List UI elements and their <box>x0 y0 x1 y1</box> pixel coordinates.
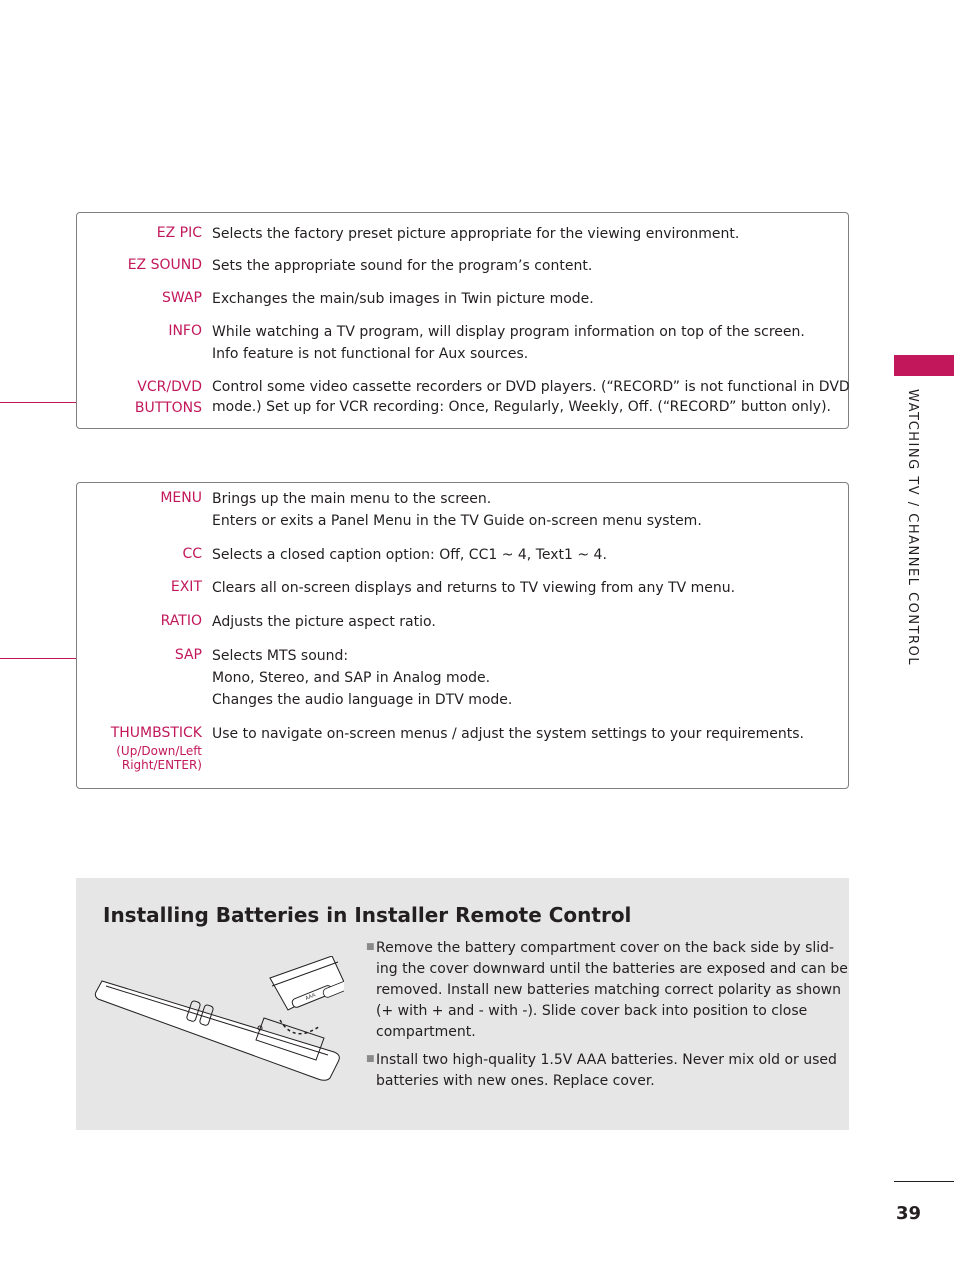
key-description: Selects the factory preset picture appropriate for the viewing environment. <box>212 226 740 242</box>
bullet-icon: ■ <box>366 1054 375 1064</box>
key-label: RATIO <box>160 613 202 629</box>
button-description-box-1 <box>76 212 849 429</box>
margin-rule-top <box>0 402 76 403</box>
battery-install-panel <box>76 878 849 1130</box>
key-description: Clears all on-screen displays and returns to TV viewing from any TV menu. <box>212 580 736 596</box>
key-label: THUMBSTICK (Up/Down/Left Right/ENTER) <box>110 725 202 772</box>
key-label: SAP <box>174 647 202 663</box>
key-label: EXIT <box>170 579 202 595</box>
key-label: CC <box>182 546 202 562</box>
bullet-icon: ■ <box>366 942 375 952</box>
footer-rule <box>894 1181 954 1182</box>
button-description-box-2 <box>76 482 849 789</box>
key-description: Adjusts the picture aspect ratio. <box>212 614 436 630</box>
section-title-vertical: WATCHING TV / CHANNEL CONTROL <box>905 389 920 667</box>
key-description: Brings up the main menu to the screen. Enters or exits a Panel Menu in the TV Guide on-screen menu system. <box>212 491 702 529</box>
key-description: While watching a TV program, will display program information on top of the screen. Info feature is not functional for Aux sources. <box>212 324 805 362</box>
key-label: VCR/DVD BUTTONS <box>134 379 202 416</box>
instruction-item: ■ Remove the battery compartment cover on the back side by slid- ing the cover downward until the batteries are exposed and can be removed. Install new batteries matching correct polarity as shown (+ with + and - with -). Slide cover back into position to close compartment. <box>366 938 836 1043</box>
key-description: Control some video cassette recorders or DVD players. (“RECORD” is not functional in DVD mode.) Set up for VCR recording: Once, Regularly, Weekly, Off. (“RECORD” button only). <box>212 379 850 415</box>
key-label: INFO <box>168 323 202 339</box>
instruction-item: ■ Install two high-quality 1.5V AAA batteries. Never mix old or used batteries with new ones. Replace cover. <box>366 1050 836 1092</box>
battery-label: AAA <box>304 992 317 1002</box>
key-description: Exchanges the main/sub images in Twin picture mode. <box>212 291 594 307</box>
key-description: Use to navigate on-screen menus / adjust the system settings to your requirements. <box>212 726 804 742</box>
key-label: MENU <box>160 490 202 506</box>
page-number: 39 <box>896 1203 922 1224</box>
key-description: Selects MTS sound: Mono, Stereo, and SAP in Analog mode. Changes the audio language in DTV mode. <box>212 648 513 708</box>
battery-instructions <box>366 938 848 1099</box>
key-label: SWAP <box>162 290 202 306</box>
key-description: Selects a closed caption option: Off, CC1 ~ 4, Text1 ~ 4. <box>212 547 607 563</box>
key-description: Sets the appropriate sound for the program’s content. <box>212 258 593 274</box>
battery-section-title: Installing Batteries in Installer Remote Control <box>103 903 632 927</box>
margin-rule-bottom <box>0 658 76 659</box>
key-label: EZ SOUND <box>127 257 202 273</box>
key-label: EZ PIC <box>156 225 202 241</box>
section-tab <box>894 355 954 376</box>
remote-control-illustration <box>94 956 344 1086</box>
